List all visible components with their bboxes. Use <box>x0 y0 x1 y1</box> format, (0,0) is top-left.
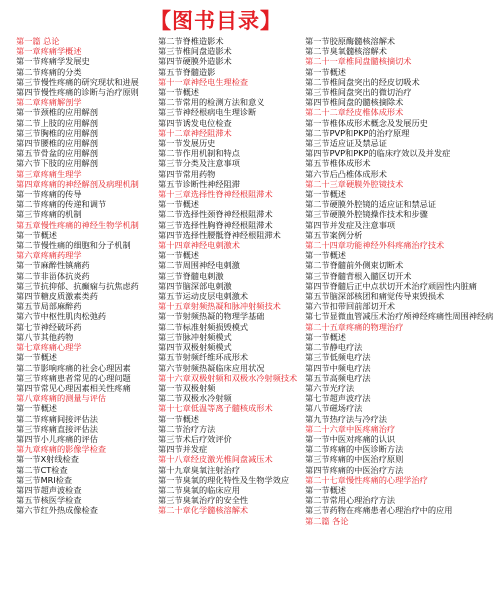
toc-entry: 第一节概述 <box>305 331 346 342</box>
toc-entry: 第二节非甾体抗炎药 <box>16 270 90 281</box>
toc-entry: 第四节PVP和PKP的临床疗效以及并发症 <box>305 148 451 159</box>
toc-chapter-heading: 第二章疼痛解剖学 <box>16 97 82 108</box>
toc-entry: 第二节慢性痛的细胞和分子机制 <box>16 240 131 251</box>
toc-entry: 第二节常用的检测方法和意义 <box>158 97 265 108</box>
toc-entry: 第一节概述 <box>305 250 346 261</box>
toc-entry: 第一节疼痛学发展史 <box>16 56 90 67</box>
toc-entry: 第六节中枢性肌肉松弛药 <box>16 311 107 322</box>
toc-chapter-heading: 第一章疼痛学概述 <box>16 46 82 57</box>
toc-chapter-heading: 第二十二章经皮椎体成形术 <box>305 107 404 118</box>
toc-entry: 第四节小儿疼痛的评估 <box>16 433 98 444</box>
toc-entry: 第四节常见心理因素相关性疼痛 <box>16 382 131 393</box>
toc-entry: 第四节椎间盘的髓核摘除术 <box>305 97 404 108</box>
toc-entry: 第三节硬膜外腔镜操作技术和步骤 <box>305 209 428 220</box>
toc-entry: 第六节射频热凝临床应用状况 <box>158 362 265 373</box>
toc-chapter-heading: 第十五章射频热凝和脉冲射频技术 <box>158 301 281 312</box>
toc-entry: 第三节疼痛的机制 <box>16 209 82 220</box>
toc-entry: 第五节运动皮层电刺激术 <box>158 291 249 302</box>
toc-entry: 第三节椎间盘造影术 <box>158 46 232 57</box>
toc-entry: 第一节概述 <box>305 189 346 200</box>
toc-entry: 第三节椎间盘突出的微切治疗 <box>305 87 412 98</box>
toc-entry: 第二节疼痛的中医诊断方法 <box>305 444 404 455</box>
toc-entry: 第一节概述 <box>158 250 199 261</box>
toc-entry: 第四节并发症及注意事项 <box>305 219 396 230</box>
toc-entry: 第五节局部麻醉药 <box>16 301 82 312</box>
toc-entry: 第一节颈椎的应用解剖 <box>16 107 98 118</box>
toc-entry: 第二节常用心理治疗方法 <box>305 495 396 506</box>
toc-entry: 第二节双极水冷射频 <box>158 393 232 404</box>
toc-entry: 第二节标准射频损毁模式 <box>158 321 249 332</box>
toc-chapter-heading: 第二十五章疼痛的物理治疗 <box>305 321 404 332</box>
toc-chapter-heading: 第二十六章中医疼痛治疗 <box>305 423 396 434</box>
toc-chapter-heading: 第十六章双极射频和双极水冷射频技术 <box>158 372 298 383</box>
toc-entry: 第一节概述 <box>305 66 346 77</box>
toc-entry: 第五节核医学检查 <box>16 495 82 506</box>
toc-entry: 第七节显微血管减压术治疗颅神经疼痛性周围神经病 <box>305 311 494 322</box>
toc-entry: 第二节臭氧髓核溶解术 <box>305 46 387 57</box>
header <box>0 0 498 36</box>
toc-entry: 第三节慢性疼痛的研究现状和进展 <box>16 76 139 87</box>
toc-entry: 第五节脊髓造影 <box>158 66 216 77</box>
toc-chapter-heading: 第十八章经皮激光椎间盘减压术 <box>158 454 273 465</box>
toc-chapter-heading: 第八章疼痛的测量与评估 <box>16 393 107 404</box>
toc-entry: 第一节概述 <box>16 352 57 363</box>
toc-entry: 第二节静电疗法 <box>305 342 363 353</box>
toc-entry: 第四节硬膜外造影术 <box>158 56 232 67</box>
toc-entry: 第二节影响疼痛的社会心理因素 <box>16 362 131 373</box>
toc-chapter-heading: 第一篇 总论 <box>16 36 60 46</box>
toc-entry: 第二节臭氧的临床应用 <box>158 484 240 495</box>
toc-entry: 第三节臭氧治疗的安全性 <box>158 495 249 506</box>
toc-entry: 第四节慢性疼痛的诊断与治疗原则 <box>16 87 139 98</box>
toc-column-2 <box>158 36 318 516</box>
toc-chapter-heading: 第二十一章椎间盘髓核摘切术 <box>305 56 412 67</box>
toc-chapter-heading: 第二十七章慢性疼痛的心理学治疗 <box>305 474 428 485</box>
toc-chapter-heading: 第三章疼痛生理学 <box>16 168 82 179</box>
toc-entry: 第一节疼痛的传导 <box>16 189 82 200</box>
toc-entry: 第六节红外热成像检查 <box>16 505 98 516</box>
toc-entry: 第三节脊髓电刺激 <box>158 270 224 281</box>
toc-entry: 第三节分类及注意事项 <box>158 158 240 169</box>
toc-entry: 第三节术后疗效评价 <box>158 433 232 444</box>
toc-entry: 第一节概述 <box>305 484 346 495</box>
toc-entry: 第三节选择性胸脊神经根阻滞术 <box>158 219 273 230</box>
toc-entry: 第二节疼痛间接评估法 <box>16 413 98 424</box>
toc-entry: 第六节后凸椎体成形术 <box>305 168 387 179</box>
toc-entry: 第四节超声波检查 <box>16 484 82 495</box>
toc-entry: 第六节扣带回前部切开术 <box>305 301 396 312</box>
toc-entry: 第二节疼痛的传递和调节 <box>16 199 107 210</box>
page-title: 【图书目录】 <box>150 9 282 33</box>
toc-entry: 第二节治疗方法 <box>158 423 216 434</box>
toc-entry: 第三节疼痛的中医治疗原则 <box>305 454 404 465</box>
toc-entry: 第四节选择性腰骶脊神经根阻滞术 <box>158 229 281 240</box>
toc-column-3 <box>305 36 495 526</box>
toc-entry: 第二节脊椎造影术 <box>158 36 224 46</box>
toc-entry: 第二节疼痛的分类 <box>16 66 82 77</box>
toc-entry: 第三节药物在疼痛患者心理治疗中的应用 <box>305 505 453 516</box>
toc-entry: 第五节脑深部核团和痛觉传导束毁损术 <box>305 291 445 302</box>
toc-entry: 第七节超声波疗法 <box>305 393 371 404</box>
toc-entry: 第三节脉冲射频模式 <box>158 331 232 342</box>
toc-entry: 第六节下肢的应用解剖 <box>16 158 98 169</box>
toc-entry: 第二节椎间盘突出的经皮切吸术 <box>305 76 420 87</box>
toc-entry: 第三节抗抑郁、抗癫痫与抗焦虑药 <box>16 280 139 291</box>
toc-chapter-heading: 第二篇 各论 <box>305 515 349 526</box>
toc-entry: 第一节椎体成形术概念及发展历史 <box>305 117 428 128</box>
toc-entry: 第七节神经破坏药 <box>16 321 82 332</box>
toc-entry: 第五节高频电疗法 <box>305 372 371 383</box>
toc-entry: 第四节并发症 <box>158 444 208 455</box>
toc-entry: 第四节中频电疗法 <box>305 362 371 373</box>
toc-chapter-heading: 第十三章选择性脊神经根阻滞术 <box>158 189 273 200</box>
toc-entry: 第一节概述 <box>16 229 57 240</box>
toc-entry: 第四节双极射频模式 <box>158 342 232 353</box>
toc-entry: 第二节上肢的应用解剖 <box>16 117 98 128</box>
toc-entry: 第一节中医对疼痛的认识 <box>305 433 396 444</box>
toc-entry: 第二节周围神经电刺激 <box>158 260 240 271</box>
toc-entry: 第三节低频电疗法 <box>305 352 371 363</box>
toc-entry: 第一节X射线检查 <box>16 454 79 465</box>
toc-entry: 第三节MRI检查 <box>16 474 73 485</box>
toc-chapter-heading: 第十四章神经电刺激术 <box>158 240 240 251</box>
toc-entry: 第六节光疗法 <box>305 382 355 393</box>
toc-entry: 第三节疼痛直接评估法 <box>16 423 98 434</box>
toc-entry: 第四节糖皮质激素类药 <box>16 291 98 302</box>
toc-entry: 第十九章臭氧注射治疗 <box>158 464 240 475</box>
toc-entry: 第二节脊髓前外侧束切断术 <box>305 260 404 271</box>
toc-entry: 第三节胸椎的应用解剖 <box>16 127 98 138</box>
toc-entry: 第二节硬膜外腔镜的适应证和禁忌证 <box>305 199 437 210</box>
toc-chapter-heading: 第九章疼痛的影像学检查 <box>16 444 107 455</box>
toc-entry: 第五节诊断性神经阻滞 <box>158 178 240 189</box>
toc-chapter-heading: 第二十章化学髓核溶解术 <box>158 505 249 516</box>
toc-chapter-heading: 第十二章神经阻滞术 <box>158 127 232 138</box>
toc-chapter-heading: 第二十四章功能神经外科疼痛治疗技术 <box>305 240 445 251</box>
toc-entry: 第四节脊髓后正中点状切开术治疗顽固性内脏痛 <box>305 280 477 291</box>
toc-entry: 第三节神经根病电生理诊断 <box>158 107 257 118</box>
toc-entry: 第三节疼痛患者常见的心理问题 <box>16 372 131 383</box>
toc-chapter-heading: 第五章慢性疼痛的神经生物学机制 <box>16 219 139 230</box>
toc-entry: 第二节作用机制和特点 <box>158 148 240 159</box>
toc-entry: 第五节射频纤维环成形术 <box>158 352 249 363</box>
toc-entry: 第一节概述 <box>158 199 199 210</box>
toc-chapter-heading: 第四章疼痛的神经解剖及病理机制 <box>16 178 139 189</box>
toc-chapter-heading: 第十七章低温等离子髓核成形术 <box>158 403 273 414</box>
toc-entry: 第一节麻醉性镇痛药 <box>16 260 90 271</box>
toc-chapter-heading: 第六章疼痛药理学 <box>16 250 82 261</box>
toc-entry: 第一节概述 <box>158 87 199 98</box>
toc-entry: 第四节脑深部电刺激 <box>158 280 232 291</box>
toc-chapter-heading: 第二十三章硬膜外腔镜技术 <box>305 178 404 189</box>
toc-entry: 第一节发展历史 <box>158 138 216 149</box>
toc-entry: 第二节选择性颈脊神经根阻滞术 <box>158 209 273 220</box>
toc-entry: 第四节疼痛的中医治疗方法 <box>305 464 404 475</box>
toc-entry: 第三节适应证及禁忌证 <box>305 138 387 149</box>
toc-entry: 第八节磁场疗法 <box>305 403 363 414</box>
toc-entry: 第八节其他药物 <box>16 331 74 342</box>
toc-entry: 第五节骨盆的应用解剖 <box>16 148 98 159</box>
toc-entry: 第五节案例分析 <box>305 229 363 240</box>
toc-column-1 <box>16 36 176 516</box>
toc-entry: 第二节CT检查 <box>16 464 68 475</box>
toc-entry: 第五节椎体成形术 <box>305 158 371 169</box>
toc-entry: 第四节常用药物 <box>158 168 216 179</box>
toc-entry: 第四节腰椎的应用解剖 <box>16 138 98 149</box>
toc-entry: 第一节射频热凝的物理学基础 <box>158 311 265 322</box>
toc-chapter-heading: 第十一章神经电生理检查 <box>158 76 249 87</box>
toc-chapter-heading: 第七章疼痛心理学 <box>16 342 82 353</box>
toc-entry: 第九节热疗法与冷疗法 <box>305 413 387 424</box>
toc-entry: 第三节脊髓背根入髓区切开术 <box>305 270 412 281</box>
toc-entry: 第一节概述 <box>16 403 57 414</box>
toc-entry: 第一节胶原酶髓核溶解术 <box>305 36 396 46</box>
toc-entry: 第一节双极射频 <box>158 382 216 393</box>
toc-entry: 第一节概述 <box>158 413 199 424</box>
toc-entry: 第二节PVP和PKP的治疗原理 <box>305 127 410 138</box>
toc-entry: 第四节诱发电位检查 <box>158 117 232 128</box>
toc-entry: 第一节臭氧的理化特性及生物学效应 <box>158 474 290 485</box>
